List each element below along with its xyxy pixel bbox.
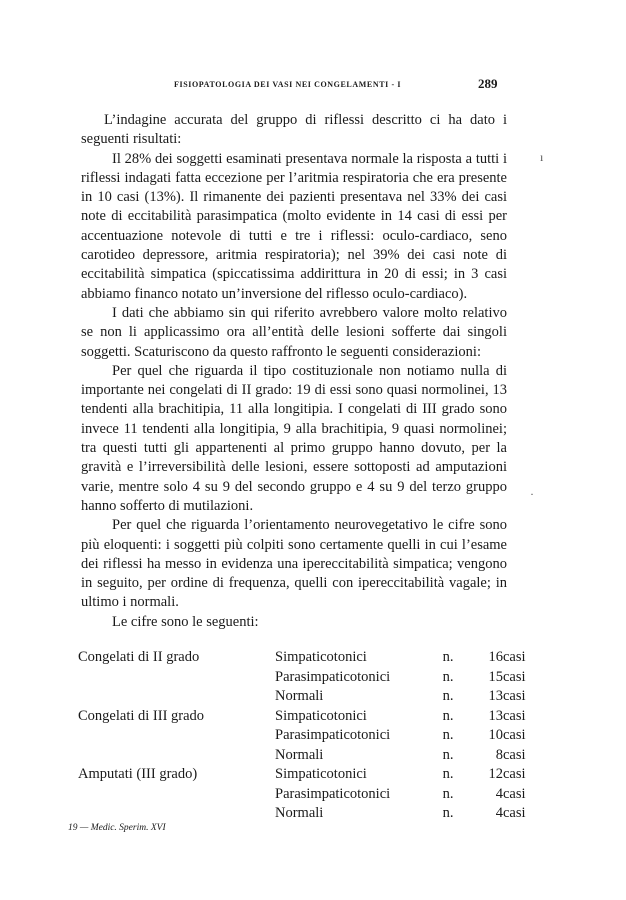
- case-count: 13: [488, 688, 503, 704]
- margin-mark: ·: [530, 487, 534, 501]
- unit-label: casi: [503, 707, 526, 724]
- case-count: 13: [488, 707, 503, 724]
- case-count: 10: [488, 727, 503, 743]
- margin-mark: ı: [540, 150, 544, 164]
- n-label: n.: [442, 649, 454, 665]
- table-row: [78, 648, 533, 668]
- reflex-type: Simpaticotonici: [275, 766, 367, 782]
- reflex-type: Simpaticotonici: [275, 649, 367, 665]
- table-row: [78, 668, 533, 688]
- group-label: Congelati di II grado: [78, 649, 200, 665]
- n-label: n.: [442, 746, 454, 763]
- unit-label: casi: [503, 727, 526, 743]
- body-text: [81, 111, 507, 632]
- table-row: [78, 707, 533, 727]
- case-count: 4: [495, 805, 503, 821]
- table-row: [78, 726, 533, 746]
- n-label: n.: [442, 707, 454, 724]
- paragraph: L’indagine accurata del gruppo di riflessi descritto ci ha dato i seguenti risultati:: [81, 112, 507, 148]
- table-row: [78, 746, 533, 766]
- table-row: [78, 687, 533, 707]
- unit-label: casi: [503, 688, 526, 704]
- reflex-type: Normali: [275, 746, 324, 763]
- table-row: [78, 765, 533, 785]
- running-head: FISIOPATOLOGIA DEI VASI NEI CONGELAMENTI - I: [174, 80, 402, 89]
- reflex-type: Normali: [275, 805, 324, 821]
- unit-label: casi: [503, 766, 526, 782]
- paragraph: I dati che abbiamo sin qui riferito avrebbero valore molto relativo se non li applicassimo ora all’entità delle lesioni sofferte dai singoli soggetti. Scaturiscono da questo raffronto le seguenti considerazioni:: [81, 304, 507, 360]
- reflex-type: Parasimpaticotonici: [275, 785, 391, 802]
- n-label: n.: [442, 688, 454, 704]
- reflex-type: Parasimpaticotonici: [275, 668, 391, 685]
- case-count: 12: [488, 766, 503, 782]
- group-label: Congelati di III grado: [78, 707, 205, 724]
- case-count: 8: [495, 746, 503, 763]
- paragraph: Per quel che riguarda il tipo costituzionale non notiamo nulla di importante nei congelati di II grado: 19 di essi sono quasi normolinei, 13 tendenti alla brachitipia, 11 alla longitipia. I congelati di III grado sono invece 11 tendenti alla longitipia, 9 alla brachitipia, 9 quasi normolinei; tra questi tutti gli appartenenti al primo gruppo hanno dovuto, per la gravità e l’irreversibilità delle lesioni, essere sottoposti ad amputazioni varie, mentre solo 4 su 9 del secondo gruppo e 4 su 9 del terzo gruppo hanno sofferto di mutilazioni.: [81, 362, 507, 514]
- paragraph: Per quel che riguarda l’orientamento neurovegetativo le cifre sono più eloquenti: i soggetti più colpiti sono certamente quelli in cui l’esame dei riflessi ha messo in evidenza una ipereccitabilità simpatica; vengono in seguito, per ordine di frequenza, quelli con ipereccitabilità vagale; in ultimo i normali.: [81, 517, 507, 611]
- unit-label: casi: [503, 668, 526, 685]
- paragraph: Le cifre sono le seguenti:: [112, 613, 259, 630]
- n-label: n.: [442, 668, 454, 685]
- results-table: [78, 648, 533, 824]
- n-label: n.: [442, 805, 454, 821]
- reflex-type: Normali: [275, 688, 324, 704]
- case-count: 4: [495, 785, 503, 802]
- table-row: [78, 804, 533, 824]
- reflex-type: Simpaticotonici: [275, 707, 367, 724]
- table-row: [78, 785, 533, 805]
- reflex-type: Parasimpaticotonici: [275, 727, 391, 743]
- case-count: 15: [488, 668, 503, 685]
- signature-footer: 19 — Medic. Sperim. XVI: [68, 823, 166, 833]
- case-count: 16: [488, 649, 503, 665]
- page-number: 289: [478, 76, 498, 91]
- unit-label: casi: [503, 805, 526, 821]
- unit-label: casi: [503, 785, 526, 802]
- unit-label: casi: [503, 649, 526, 665]
- paragraph: Il 28% dei soggetti esaminati presentava normale la risposta a tutti i riflessi indagati fatta eccezione per l’aritmia respiratoria che era presente in 10 casi (13%). Il rimanente dei pazienti presentava nel 33% dei casi note di eccitabilità parasimpatica (molto evidente in 14 casi di essi per accentuazione notevole di tutti e tre i riflessi: oculo-cardiaco, seno carotideo depressore, aritmia respiratoria); nel 39% dei casi note di eccitabilità simpatica (spiccatissima addirittura in 20 di essi; in 3 casi abbiamo financo notato un’inversione del riflesso oculo-cardiaco).: [81, 150, 507, 302]
- page-header: [0, 76, 626, 96]
- n-label: n.: [442, 727, 454, 743]
- n-label: n.: [442, 785, 454, 802]
- n-label: n.: [442, 766, 454, 782]
- unit-label: casi: [503, 746, 526, 763]
- group-label: Amputati (III grado): [78, 766, 198, 782]
